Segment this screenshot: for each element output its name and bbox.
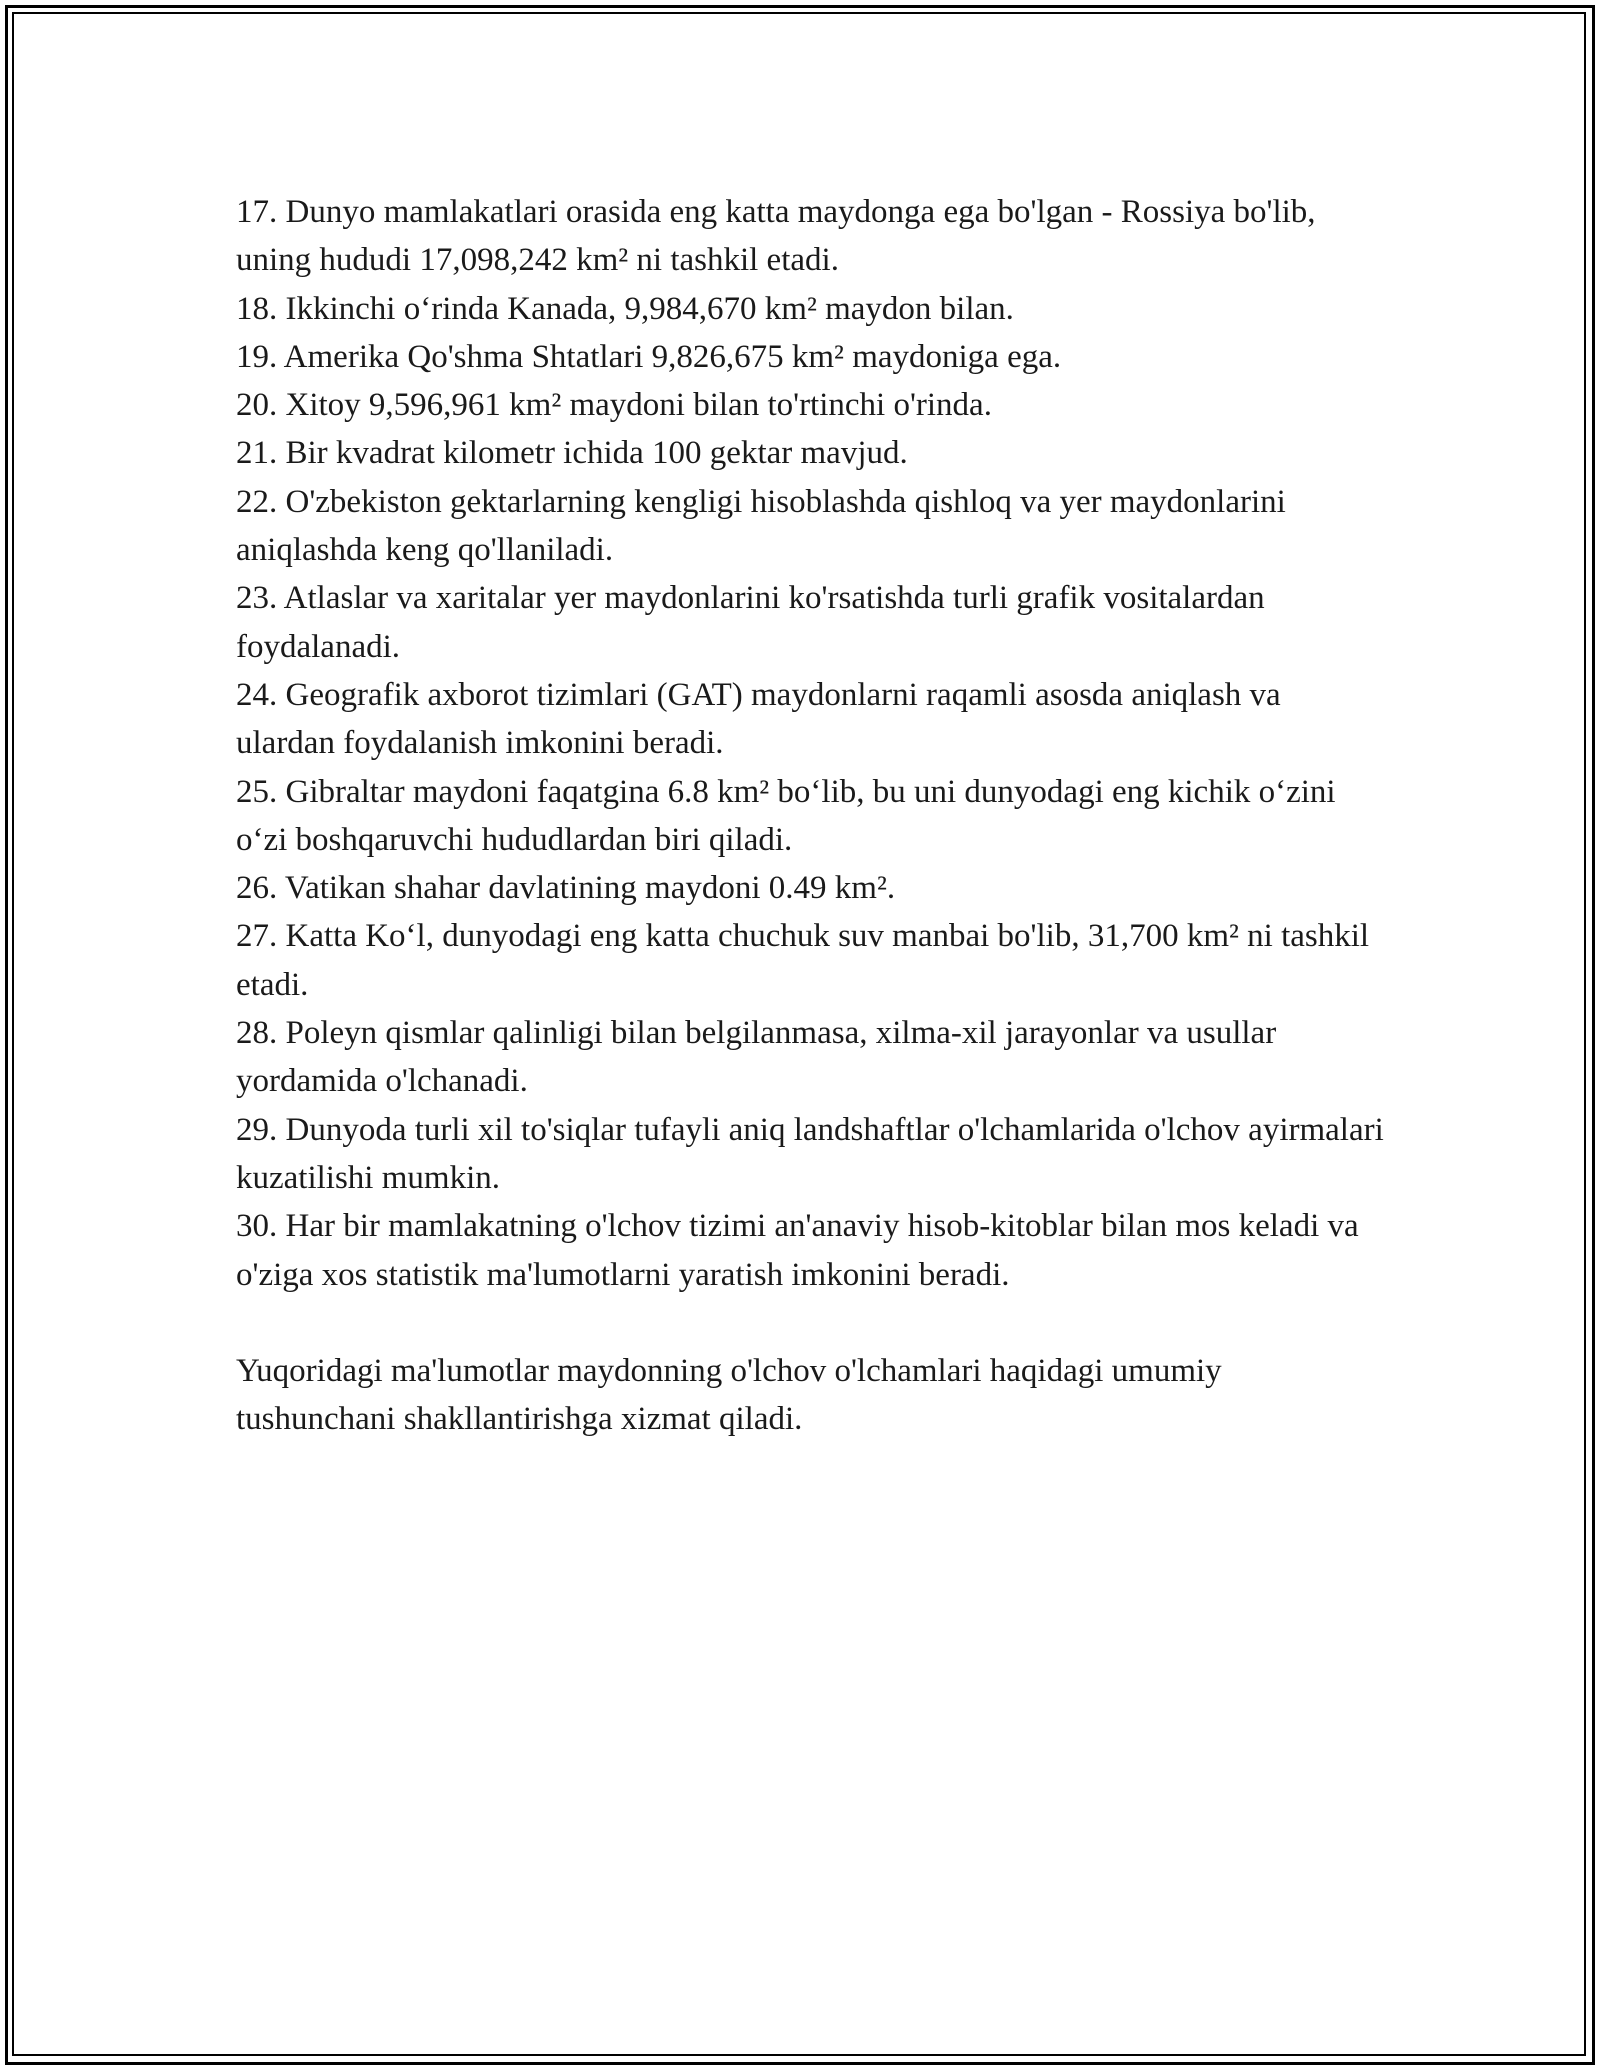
list-item-27: 27. Katta Ko‘l, dunyodagi eng katta chuchuk suv manbai bo'lib, 31,700 km² ni tashkil etadi.: [236, 918, 1370, 1003]
summary-paragraph: Yuqoridagi ma'lumotlar maydonning o'lchov o'lchamlari haqidagi umumiy tushunchani shakllantirishga xizmat qiladi.: [236, 1352, 1222, 1438]
paragraph-spacer: [236, 1299, 1386, 1347]
list-item-26: 26. Vatikan shahar davlatining maydoni 0.49 km².: [236, 870, 896, 907]
list-item-19: 19. Amerika Qo'shma Shtatlari 9,826,675 km² maydoniga ega.: [236, 338, 1062, 375]
list-item-22: 22. O'zbekiston gektarlarning kengligi hisoblashda qishloq va yer maydonlarini aniqlashda keng qo'llaniladi.: [236, 483, 1286, 569]
list-item-29: 29. Dunyoda turli xil to'siqlar tufayli aniq landshaftlar o'lchamlarida o'lchov ayirmalari kuzatilishi mumkin.: [236, 1111, 1384, 1196]
document-body: [236, 188, 1386, 1443]
list-item-17: 17. Dunyo mamlakatlari orasida eng katta maydonga ega bo'lgan - Rossiya bo'lib, uning hududi 17,098,242 km² ni tashkil etadi.: [236, 194, 1316, 279]
list-item-21: 21. Bir kvadrat kilometr ichida 100 gektar mavjud.: [236, 435, 908, 472]
list-item-25: 25. Gibraltar maydoni faqatgina 6.8 km² bo‘lib, bu uni dunyodagi eng kichik o‘zini o‘zi boshqaruvchi hududlardan biri qiladi.: [236, 773, 1336, 858]
list-item-20: 20. Xitoy 9,596,961 km² maydoni bilan to'rtinchi o'rinda.: [236, 387, 992, 424]
list-item-23: 23. Atlaslar va xaritalar yer maydonlarini ko'rsatishda turli grafik vositalardan foydalanadi.: [236, 580, 1265, 665]
list-item-18: 18. Ikkinchi o‘rinda Kanada, 9,984,670 km² maydon bilan.: [236, 290, 1014, 327]
list-item-30: 30. Har bir mamlakatning o'lchov tizimi an'anaviy hisob-kitoblar bilan mos keladi va o'ziga xos statistik ma'lumotlarni yaratish imkonini beradi.: [236, 1208, 1359, 1293]
list-item-28: 28. Poleyn qismlar qalinligi bilan belgilanmasa, xilma-xil jarayonlar va usullar yordamida o'lchanadi.: [236, 1015, 1277, 1100]
list-item-24: 24. Geografik axborot tizimlari (GAT) maydonlarni raqamli asosda aniqlash va ulardan foydalanish imkonini beradi.: [236, 676, 1281, 762]
